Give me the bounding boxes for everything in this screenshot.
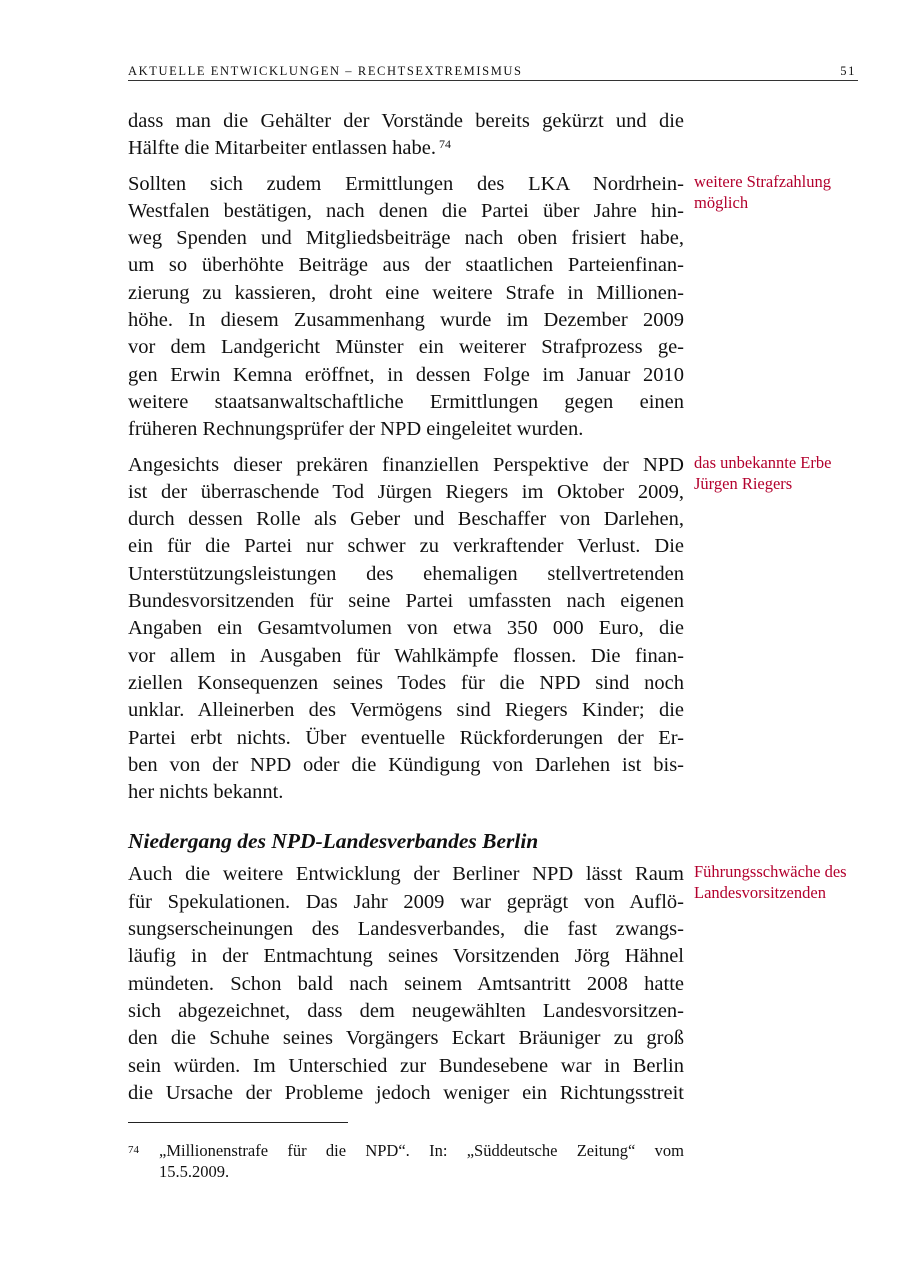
margin-note-erbe (694, 452, 874, 494)
page-number: 51 (840, 64, 856, 78)
paragraph-1 (128, 108, 684, 163)
margin-note-line: weitere Strafzahlung (694, 171, 831, 191)
text-line: höhe. In diesem Zusammenhang wurde im Dezember 2009 (128, 309, 684, 332)
text-line: ist der überraschende Tod Jürgen Riegers im Oktober 2009, (128, 480, 684, 503)
margin-note-strafzahlung (694, 171, 874, 213)
text-line-content: Hälfte die Mitarbeiter entlassen habe. (128, 137, 436, 160)
text-line: sein würden. Im Unterschied zur Bundesebene war in Berlin (128, 1054, 684, 1077)
text-line: sich abgezeichnet, dass dem neugewählten Landesvorsitzen- (128, 999, 684, 1022)
footnote-line: 15.5.2009. (159, 1162, 230, 1181)
text-line: Bundesvorsitzenden für seine Partei umfassten nach eigenen (128, 590, 684, 613)
footnote-number: 74 (128, 1144, 139, 1156)
text-line: für Spekulationen. Das Jahr 2009 war geprägt von Auflö- (128, 890, 684, 913)
margin-note-line: Landesvorsitzenden (694, 883, 826, 903)
text-line: den die Schuhe seines Vorgängers Eckart Bräuniger zu groß (128, 1027, 684, 1050)
text-line: Angaben ein Gesamtvolumen von etwa 350 000 Euro, die (128, 617, 684, 640)
running-header-title: AKTUELLE ENTWICKLUNGEN – RECHTSEXTREMISMUS (128, 64, 523, 78)
paragraph-2 (128, 171, 831, 444)
text-line: läufig in der Entmachtung seines Vorsitzenden Jörg Hähnel (128, 945, 684, 968)
text-line: unklar. Alleinerben des Vermögens sind Riegers Kinder; die (128, 699, 684, 722)
text-line: ziellen Konsequenzen seines Todes für die NPD sind noch (128, 671, 684, 694)
text-line: Partei erbt nichts. Über eventuelle Rückforderungen der Er- (128, 726, 684, 749)
footnote-text (159, 1140, 684, 1182)
main-text (128, 108, 847, 1107)
text-line: ein für die Partei nur schwer zu verkraftender Verlust. Die (128, 535, 684, 558)
footnote-separator (128, 1122, 348, 1123)
text-line: weitere staatsanwaltschaftliche Ermittlungen gegen einen (128, 390, 684, 413)
margin-note-line: das unbekannte Erbe (694, 452, 832, 472)
running-header (128, 64, 858, 81)
text-line: zierung zu kassieren, droht eine weitere Strafe in Millionen- (128, 281, 684, 304)
text-line: um so überhöhte Beiträge aus der staatlichen Parteienfinan- (128, 254, 684, 277)
text-line: vor allem in Ausgaben für Wahlkämpfe flossen. Die finan- (128, 644, 684, 667)
text-line: gen Erwin Kemna eröffnet, in dessen Folge im Januar 2010 (128, 363, 684, 386)
text-line: mündeten. Schon bald nach seinem Amtsantritt 2008 hatte (128, 972, 684, 995)
text-line: her nichts bekannt. (128, 781, 284, 804)
text-line: Westfalen bestätigen, nach denen die Partei über Jahre hin- (128, 199, 684, 222)
section-heading: Niedergang des NPD-Landesverbandes Berlin (128, 829, 539, 854)
text-line: Auch die weitere Entwicklung der Berliner NPD lässt Raum (128, 863, 684, 886)
text-line (128, 135, 684, 162)
text-line: die Ursache der Probleme jedoch weniger ein Richtungsstreit (128, 1081, 684, 1104)
margin-note-fuehrungsschwaeche (694, 861, 874, 903)
text-line: Angesichts dieser prekären finanziellen Perspektive der NPD (128, 453, 684, 476)
text-line: vor dem Landgericht Münster ein weiterer Strafprozess ge- (128, 336, 684, 359)
text-line: Unterstützungsleistungen des ehemaligen stellvertretenden (128, 562, 684, 585)
margin-note-line: Führungsschwäche des (694, 862, 847, 882)
text-line: weg Spenden und Mitgliedsbeiträge nach oben frisiert habe, (128, 227, 684, 250)
paragraph-3 (128, 452, 832, 807)
text-line: ben von der NPD oder die Kündigung von Darlehen ist bis- (128, 753, 684, 776)
text-line: dass man die Gehälter der Vorstände bereits gekürzt und die (128, 110, 684, 132)
margin-note-line: möglich (694, 192, 749, 212)
footnote-line: „Millionenstrafe für die NPD“. In: „Süddeutsche Zeitung“ vom (159, 1141, 684, 1160)
margin-note-line: Jürgen Riegers (694, 473, 793, 493)
footnote-reference[interactable]: 74 (438, 137, 451, 152)
text-line: durch dessen Rolle als Geber und Beschaffer von Darlehen, (128, 508, 684, 531)
footnote (128, 1140, 684, 1182)
text-line: Sollten sich zudem Ermittlungen des LKA Nordrhein- (128, 172, 684, 195)
text-line: früheren Rechnungsprüfer der NPD eingeleitet wurden. (128, 418, 584, 441)
text-line: sungserscheinungen des Landesverbandes, die fast zwangs- (128, 918, 684, 941)
paragraph-4 (128, 861, 847, 1107)
